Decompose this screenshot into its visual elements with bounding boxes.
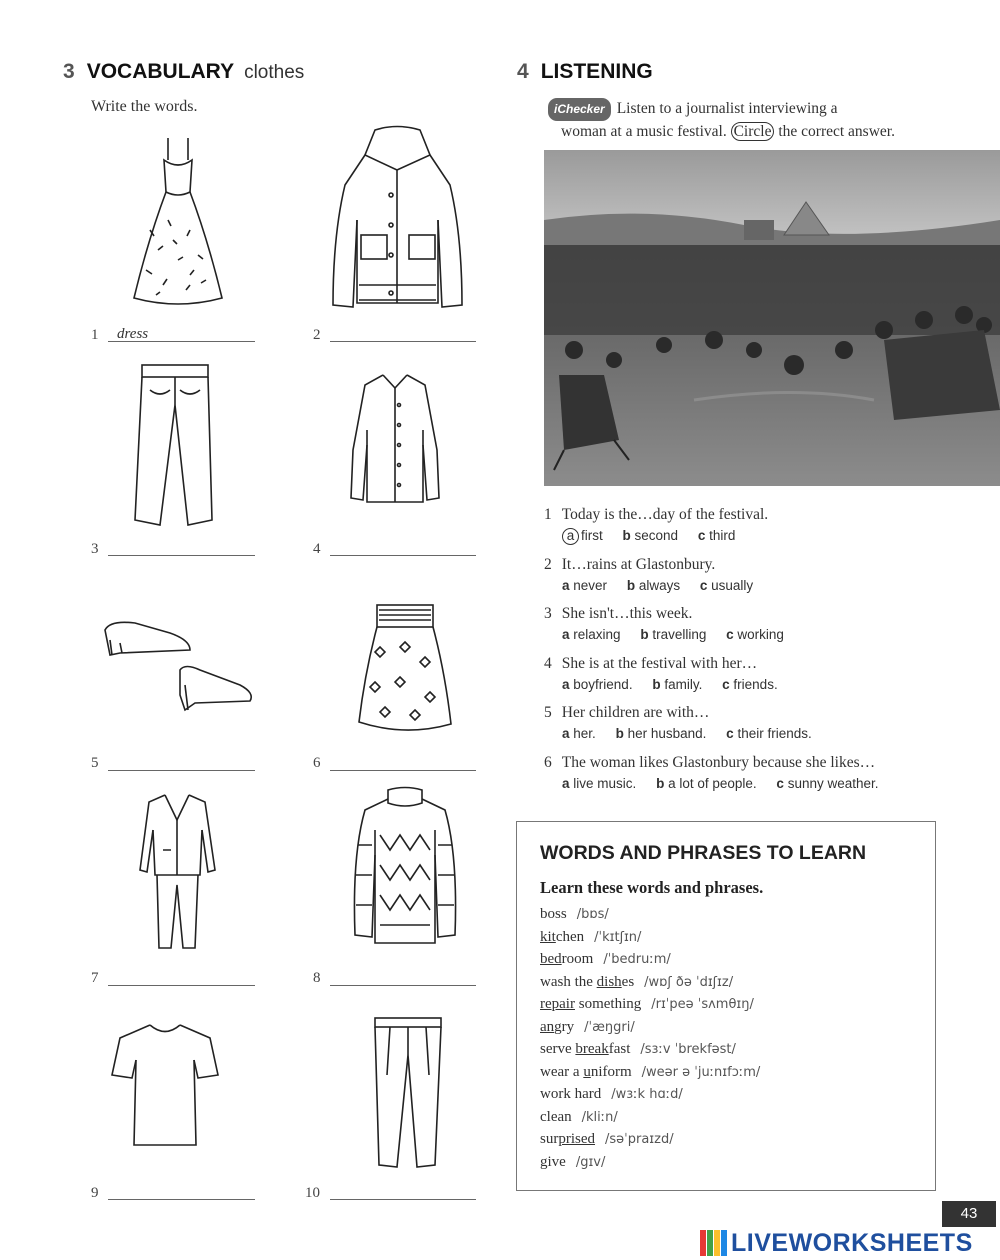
- listening-section-title: LISTENING: [540, 60, 653, 83]
- question-number: 4: [544, 654, 552, 672]
- question-number: 1: [544, 506, 552, 523]
- vocab-answer-line-9[interactable]: [108, 1199, 255, 1200]
- vocab-answer-line-2[interactable]: [330, 341, 476, 342]
- option-letter-circled[interactable]: a: [562, 528, 579, 545]
- page-number: 43: [942, 1201, 996, 1227]
- option-letter[interactable]: b: [626, 577, 636, 593]
- word-stress: break: [575, 1041, 609, 1057]
- vocab-number-7: 7: [91, 970, 99, 986]
- option-letter[interactable]: c: [697, 528, 706, 543]
- vocab-answer-line-6[interactable]: [330, 770, 476, 771]
- word-item: [540, 1131, 930, 1154]
- option-text[interactable]: relaxing: [573, 627, 621, 642]
- word-item: [540, 1154, 930, 1177]
- option-text[interactable]: friends.: [733, 676, 778, 692]
- option-text[interactable]: a lot of people.: [668, 775, 757, 791]
- question-6: [544, 754, 944, 804]
- word-phonetic: /kliːn/: [581, 1109, 618, 1125]
- vocab-number-10: 10: [305, 1185, 320, 1201]
- question-1: [544, 506, 944, 556]
- ichecker-badge[interactable]: iChecker: [548, 98, 611, 121]
- word-text: es: [621, 973, 635, 990]
- option-letter[interactable]: a: [562, 627, 570, 642]
- word-text: fast: [608, 1041, 631, 1057]
- option-letter[interactable]: b: [652, 676, 661, 692]
- word-text: give: [540, 1153, 566, 1170]
- vocab-answer-line-8[interactable]: [330, 985, 476, 986]
- vocab-number-5: 5: [91, 755, 99, 771]
- option-text[interactable]: third: [709, 528, 736, 543]
- vocab-heading: [63, 60, 304, 84]
- liveworksheets-logo[interactable]: [700, 1228, 996, 1258]
- vocab-number-3: 3: [91, 541, 99, 557]
- option-letter[interactable]: b: [656, 775, 665, 791]
- question-4: [544, 655, 944, 705]
- listening-section-number: 4: [517, 60, 529, 83]
- word-phonetic: /ˈbedruːm/: [603, 952, 671, 967]
- vocab-answer-line-7[interactable]: [108, 985, 255, 986]
- question-stem: She isn't…this week.: [561, 605, 693, 622]
- question-number: 3: [544, 605, 552, 622]
- word-text: serve: [540, 1041, 576, 1057]
- word-text: niform: [590, 1063, 632, 1080]
- word-stress: u: [583, 1063, 591, 1080]
- option-letter[interactable]: c: [726, 726, 734, 741]
- jeans-icon: [130, 360, 220, 530]
- vocab-answer-line-10[interactable]: [330, 1199, 476, 1200]
- vocab-section-title: VOCABULARY: [86, 60, 235, 83]
- option-letter[interactable]: c: [776, 775, 784, 791]
- word-text: gry: [554, 1018, 575, 1035]
- word-stress: dish: [596, 973, 622, 990]
- jacket-icon: [325, 125, 470, 315]
- option-letter[interactable]: a: [562, 577, 570, 593]
- vocab-answer-line-3[interactable]: [108, 555, 255, 556]
- words-phrases-list: [540, 906, 930, 1176]
- word-phonetic: /rɪˈpeə ˈsʌmθɪŋ/: [651, 997, 754, 1012]
- question-number: 2: [544, 555, 552, 573]
- word-text: work hard: [540, 1086, 602, 1102]
- suit-icon: [135, 790, 220, 950]
- t-shirt-icon: [110, 1020, 220, 1150]
- listening-instruction-part3: the correct answer.: [778, 123, 895, 140]
- option-text[interactable]: her husband.: [627, 726, 707, 741]
- option-text[interactable]: travelling: [652, 627, 707, 642]
- question-number: 5: [544, 704, 552, 721]
- question-stem: She is at the festival with her…: [561, 654, 758, 672]
- option-text[interactable]: always: [638, 577, 681, 593]
- word-item: [540, 1086, 930, 1109]
- listening-questions: [544, 506, 944, 803]
- question-5: [544, 704, 944, 754]
- option-text[interactable]: working: [737, 627, 784, 642]
- option-text[interactable]: her.: [573, 726, 596, 741]
- option-letter[interactable]: b: [622, 528, 631, 543]
- words-phrases-title: WORDS AND PHRASES TO LEARN: [540, 842, 867, 864]
- question-stem: Her children are with…: [561, 704, 710, 721]
- option-letter[interactable]: c: [722, 676, 730, 692]
- vocab-section-number: 3: [63, 60, 75, 83]
- option-text[interactable]: their friends.: [737, 726, 812, 741]
- word-phonetic: /ˈkɪtʃɪn/: [594, 929, 642, 945]
- word-phonetic: /gɪv/: [575, 1154, 606, 1170]
- option-text[interactable]: family.: [664, 676, 703, 692]
- trousers-icon: [365, 1015, 450, 1170]
- vocab-number-1: 1: [91, 327, 99, 343]
- word-item: [540, 951, 930, 974]
- vocab-number-4: 4: [313, 541, 321, 557]
- word-item: [540, 1064, 930, 1087]
- word-text: chen: [555, 928, 585, 945]
- vocab-section-subtitle: clothes: [244, 62, 305, 83]
- word-phonetic: /wɜːk hɑːd/: [611, 1087, 683, 1102]
- shoes-icon: [100, 615, 260, 715]
- option-text[interactable]: live music.: [573, 775, 637, 791]
- option-letter[interactable]: a: [562, 775, 570, 791]
- festival-photo: [544, 150, 1000, 486]
- word-text: clean: [540, 1108, 572, 1125]
- word-phonetic: /ˈæŋgri/: [584, 1019, 635, 1035]
- words-phrases-subtitle: Learn these words and phrases.: [540, 878, 764, 897]
- sweater-icon: [350, 785, 460, 950]
- vocab-answer-line-5[interactable]: [108, 770, 255, 771]
- word-text: boss: [540, 906, 567, 922]
- vocab-answer-1: dress: [117, 326, 149, 342]
- word-stress: an: [540, 1018, 555, 1035]
- word-item: [540, 906, 930, 929]
- option-letter[interactable]: b: [615, 726, 624, 741]
- word-text: something: [574, 996, 642, 1012]
- option-text[interactable]: sunny weather.: [787, 775, 879, 791]
- word-item: [540, 974, 930, 997]
- word-item: [540, 1109, 930, 1132]
- option-text[interactable]: first: [581, 528, 603, 543]
- option-text[interactable]: usually: [711, 577, 754, 593]
- option-letter[interactable]: c: [726, 627, 734, 642]
- word-stress: kit: [540, 928, 556, 945]
- question-2: [544, 556, 944, 606]
- word-stress: prised: [558, 1131, 596, 1147]
- dress-icon: [128, 130, 228, 310]
- listening-instruction-part1: Listen to a journalist interviewing a: [616, 100, 838, 117]
- vocab-number-2: 2: [313, 327, 321, 343]
- option-letter[interactable]: b: [640, 627, 649, 642]
- word-phonetic: /wɒʃ ðə ˈdɪʃɪz/: [644, 974, 734, 990]
- option-letter[interactable]: a: [562, 676, 570, 692]
- question-stem: Today is the…day of the festival.: [561, 506, 769, 523]
- word-item: [540, 1041, 930, 1064]
- question-stem: It…rains at Glastonbury.: [561, 555, 716, 573]
- vocab-number-8: 8: [313, 970, 321, 986]
- option-letter[interactable]: a: [562, 726, 570, 741]
- listening-instruction-part2: woman at a music festival.: [561, 123, 727, 140]
- word-stress: repair: [540, 996, 575, 1012]
- option-text[interactable]: boyfriend.: [573, 676, 633, 692]
- vocab-instruction: Write the words.: [91, 98, 198, 115]
- liveworksheets-logo-text: LIVEWORKSHEETS: [731, 1228, 973, 1257]
- word-text: sur: [540, 1131, 559, 1147]
- option-text[interactable]: second: [634, 528, 679, 543]
- word-phonetic: /weər ə ˈjuːnɪfɔːm/: [641, 1064, 761, 1080]
- shirt-icon: [345, 370, 445, 510]
- question-stem: The woman likes Glastonbury because she likes…: [561, 753, 876, 771]
- listening-instruction: [548, 98, 968, 142]
- circle-word: Circle: [731, 122, 775, 141]
- word-phonetic: /səˈpraɪzd/: [605, 1132, 674, 1147]
- vocab-number-6: 6: [313, 755, 321, 771]
- vocab-answer-line-4[interactable]: [330, 555, 476, 556]
- question-number: 6: [544, 753, 552, 771]
- word-phonetic: /bɒs/: [576, 907, 609, 922]
- word-item: [540, 996, 930, 1019]
- word-phonetic: /sɜːv ˈbrekfəst/: [640, 1042, 736, 1057]
- listening-heading: [517, 60, 653, 84]
- word-item: [540, 1019, 930, 1042]
- words-phrases-box: [516, 821, 936, 1191]
- word-text: wear a: [540, 1063, 584, 1080]
- skirt-icon: [355, 602, 455, 737]
- word-stress: bed: [540, 951, 562, 967]
- word-text: wash the: [540, 973, 597, 990]
- option-letter[interactable]: c: [699, 577, 708, 593]
- word-item: [540, 929, 930, 952]
- liveworksheets-logo-icon: [700, 1230, 728, 1256]
- option-text[interactable]: never: [573, 577, 608, 593]
- question-3: [544, 605, 944, 655]
- word-text: room: [561, 951, 594, 967]
- vocab-number-9: 9: [91, 1185, 99, 1201]
